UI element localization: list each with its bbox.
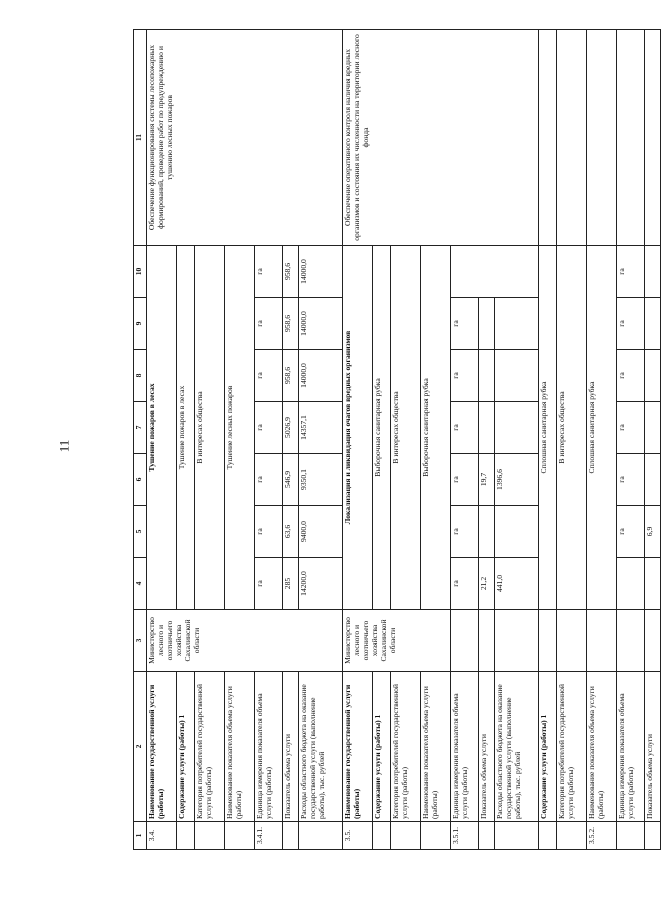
volume-cell: 958,6	[283, 246, 299, 298]
volume-cell: 5026,9	[283, 402, 299, 454]
unit-cell: га	[255, 402, 283, 454]
budget-cell: 9400,0	[299, 506, 343, 558]
category-value: В интересах общества	[391, 246, 421, 610]
table-row	[645, 30, 661, 850]
agency-cell: Министерство лесного и охотничьего хозяйства Сахалинской области	[343, 610, 451, 672]
budget-cell: 14000,0	[299, 246, 343, 298]
budget-cell	[495, 350, 539, 402]
volume-cell: 546,9	[283, 454, 299, 506]
budget-cell	[495, 298, 539, 350]
header-cell: 9	[134, 298, 147, 350]
page-number: 11	[56, 439, 72, 453]
budget-cell	[495, 402, 539, 454]
budget-label: Расходы областного бюджета на оказание государственной услуги (выполнение работы), тыс. рублей	[299, 672, 343, 822]
table-row	[587, 30, 617, 850]
budget-cell: 14200,0	[299, 558, 343, 610]
budget-cell: 1396,6	[495, 454, 539, 506]
unit-cell: га	[255, 246, 283, 298]
indicator-label: Наименование показателя объема услуги (работы)	[421, 672, 451, 822]
table-row	[343, 30, 373, 850]
volume-label: Показатель объема услуги	[283, 672, 299, 822]
budget-cell: 14357,1	[299, 402, 343, 454]
header-cell: 1	[134, 822, 147, 850]
indicator-value: Тушение лесных пожаров	[225, 246, 255, 610]
unit-label: Единица измерения показателя объема услуги (работы)	[451, 672, 479, 822]
table-row	[147, 30, 177, 850]
unit-cell: га	[451, 402, 479, 454]
budget-cell	[495, 610, 539, 672]
subsection-number: 3.4.1.	[255, 822, 283, 850]
header-cell: 6	[134, 454, 147, 506]
unit-cell: га	[617, 454, 645, 506]
indicator-value: Выборочная санитарная рубка	[421, 246, 451, 610]
subsection-number: 3.5.2.	[587, 822, 617, 850]
budget-cell	[495, 506, 539, 558]
volume-cell	[479, 350, 495, 402]
indicator-value: Сплошная санитарная рубка	[587, 246, 617, 610]
volume-cell: 21,2	[479, 558, 495, 610]
table-row	[539, 30, 557, 850]
table-row	[617, 30, 645, 850]
unit-cell: га	[617, 298, 645, 350]
unit-label: Единица измерения показателя объема услуги (работы)	[255, 672, 283, 822]
subsection-number: 3.5.1.	[451, 822, 479, 850]
unit-cell: га	[255, 506, 283, 558]
content-value: Тушение пожаров в лесах	[177, 246, 195, 610]
budget-cell: 441,0	[495, 558, 539, 610]
volume-label: Показатель объема услуги	[645, 672, 661, 822]
section-number: 3.4.	[147, 822, 177, 850]
volume-cell	[479, 506, 495, 558]
unit-cell: га	[451, 558, 479, 610]
header-row	[134, 30, 147, 850]
header-cell: 4	[134, 558, 147, 610]
data-table	[133, 29, 661, 850]
rotated-table-wrapper	[133, 30, 654, 850]
volume-cell	[645, 558, 661, 610]
volume-cell	[645, 246, 661, 298]
unit-cell: га	[617, 402, 645, 454]
table-row	[557, 30, 587, 850]
unit-cell: га	[255, 350, 283, 402]
service-title: Локализация и ликвидация очагов вредных организмов	[343, 246, 373, 610]
unit-cell: га	[451, 506, 479, 558]
budget-label: Расходы областного бюджета на оказание государственной услуги (выполнение работы), тыс. рублей	[495, 672, 539, 822]
unit-cell: га	[255, 298, 283, 350]
content-value: Выборочная санитарная рубка	[373, 246, 391, 610]
section-number: 3.5.	[343, 822, 373, 850]
service-name-label: Наименование государственной услуги (работы)	[147, 672, 177, 822]
unit-cell: га	[255, 454, 283, 506]
service-title: Тушение пожаров в лесах	[147, 246, 177, 610]
volume-cell	[645, 402, 661, 454]
volume-cell: 19,7	[479, 454, 495, 506]
header-cell: 3	[134, 610, 147, 672]
content-value: Сплошная санитарная рубка	[539, 246, 557, 610]
volume-cell	[645, 350, 661, 402]
unit-cell: га	[451, 350, 479, 402]
category-label: Категория потребителей государственной услуги (работы)	[557, 672, 587, 822]
budget-cell: 14000,0	[299, 350, 343, 402]
category-label: Категория потребителей государственной услуги (работы)	[195, 672, 225, 822]
volume-cell	[479, 298, 495, 350]
header-cell: 10	[134, 246, 147, 298]
agency-cell: Министерство лесного и охотничьего хозяйства Сахалинской области	[147, 610, 343, 672]
unit-label: Единица измерения показателя объема услуги (работы)	[617, 672, 645, 822]
unit-cell	[451, 610, 479, 672]
volume-cell	[479, 610, 495, 672]
unit-cell: га	[617, 506, 645, 558]
unit-cell: га	[617, 350, 645, 402]
unit-cell: га	[255, 558, 283, 610]
budget-cell: 14000,0	[299, 298, 343, 350]
volume-cell: 63,6	[283, 506, 299, 558]
service-name-label: Наименование государственной услуги (работы)	[343, 672, 373, 822]
volume-cell	[645, 298, 661, 350]
budget-cell: 9350,1	[299, 454, 343, 506]
unit-cell: га	[451, 298, 479, 350]
content-label: Содержание услуги (работы) 1	[177, 672, 195, 822]
header-cell: 2	[134, 672, 147, 822]
unit-cell: га	[617, 246, 645, 298]
indicator-label: Наименование показателя объема услуги (работы)	[587, 672, 617, 822]
category-value: В интересах общества	[195, 246, 225, 610]
goal-cell: Обеспечение оперативного контроля наличия вредных организмов и состояния их численности на территории лесного фонда	[343, 30, 539, 246]
volume-cell: 958,6	[283, 350, 299, 402]
header-cell: 7	[134, 402, 147, 454]
header-cell: 11	[134, 30, 147, 246]
unit-cell	[617, 558, 645, 610]
volume-cell	[479, 402, 495, 454]
indicator-label: Наименование показателя объема услуги (работы)	[225, 672, 255, 822]
volume-label: Показатель объема услуги	[479, 672, 495, 822]
header-cell: 5	[134, 506, 147, 558]
unit-cell: га	[451, 454, 479, 506]
volume-cell: 285	[283, 558, 299, 610]
content-label: Содержание услуги (работы) 1	[373, 672, 391, 822]
content-label: Содержание услуги (работы) 1	[539, 672, 557, 822]
category-value: В интересах общества	[557, 246, 587, 610]
volume-cell	[645, 454, 661, 506]
volume-cell: 958,6	[283, 298, 299, 350]
category-label: Категория потребителей государственной услуги (работы)	[391, 672, 421, 822]
volume-cell: 6,9	[645, 506, 661, 558]
goal-cell: Обеспечение функционирования системы лесопожарных формирований, проведение работ по предупреждению и тушению лесных пожаров	[147, 30, 343, 246]
header-cell: 8	[134, 350, 147, 402]
